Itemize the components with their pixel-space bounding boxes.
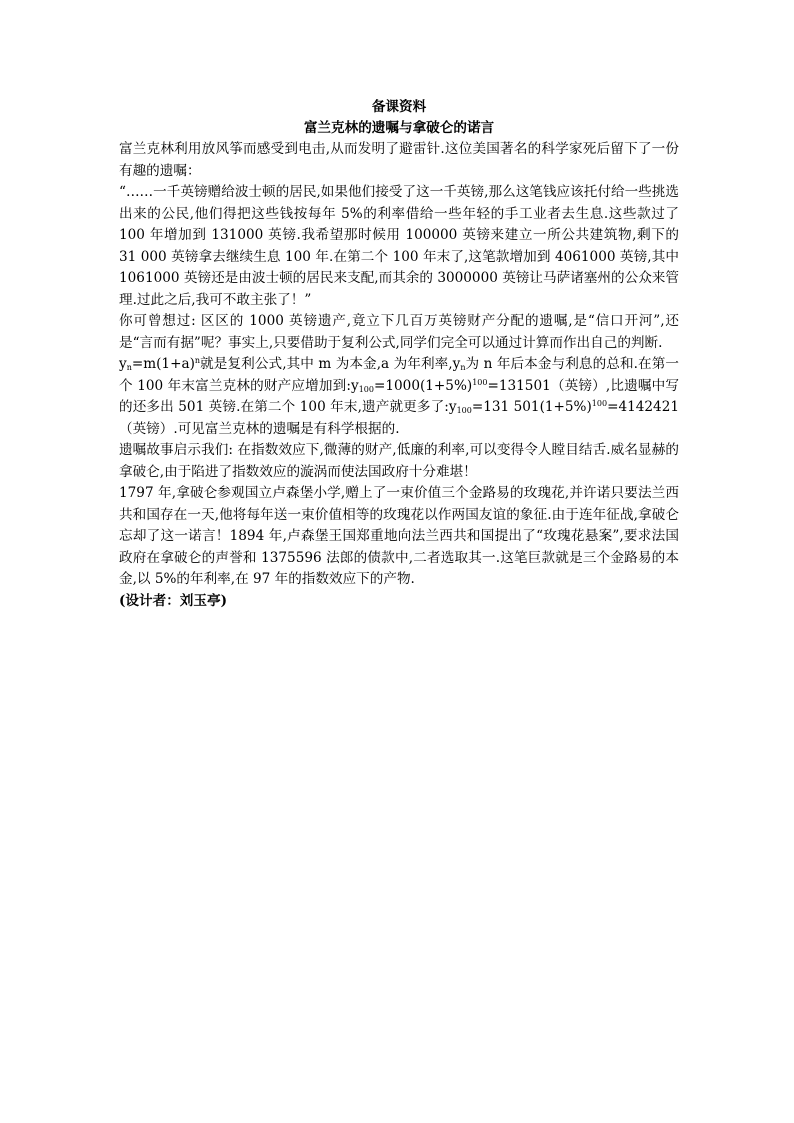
- calc2-expression: =131 501(1+5%): [471, 399, 592, 415]
- document-title: 富兰克林的遗嘱与拿破仑的诺言: [303, 120, 495, 136]
- formula-n-subscript: n: [126, 363, 132, 372]
- formula-explanation-2: 为 n 年后本金与利息的总和.在第一个 100 年末富兰克林的财产应增加到:: [119, 356, 679, 394]
- calc1-expression: =1000(1+5%): [373, 377, 473, 394]
- calc1-exponent: 100: [472, 377, 488, 387]
- calc1-y: y: [351, 377, 359, 394]
- calc2-y: y: [448, 399, 457, 415]
- document-label: 备课资料: [371, 99, 427, 115]
- intro-paragraph: 富兰克林利用放风筝而感受到电击,从而发明了避雷针.这位美国著名的科学家死后留下了一份有趣的遗嘱：: [119, 141, 679, 179]
- formula-explanation: 就是复利公式,其中 m 为本金,a 为年利率,: [200, 356, 453, 372]
- calc2-exponent: 100: [591, 399, 608, 408]
- calc1-result: =131501（英镑）,比遗嘱中写的还多出 501 英镑.在第二个 100 年末,遗产就更多了:: [119, 377, 679, 415]
- formula-paragraph: [119, 354, 679, 440]
- formula-y-2: y: [452, 356, 461, 372]
- designer-signature: (设计者：刘玉亭): [119, 592, 228, 609]
- formula-n-exponent: n: [194, 356, 201, 365]
- formula-y: y: [119, 356, 127, 372]
- document-page: [119, 97, 679, 612]
- question-paragraph: 你可曾想过: 区区的 1000 英镑遗产,竟立下几百万英镑财产分配的遗嘱,是“信口开河”,还是“言而有据”呢？事实上,只要借助于复利公式,同学们完全可以通过计算而作出自己的判断.: [119, 313, 679, 351]
- formula-body: =m(1+a): [131, 356, 195, 372]
- will-quote-paragraph: “……一千英镑赠给波士顿的居民,如果他们接受了这一千英镑,那么这笔钱应该托付给一些挑选出来的公民,他们得把这些钱按每年 5%的利率借给一些年轻的手工业者去生息.这些款过了 100 年增加到 131000 英镑.我希望那时候用 100000 英镑来建立一所公共建筑物,剩下的 31 000 英镑拿去继续生息 100 年.在第二个 100 年末了,这笔款增加到 4061000 英镑,其中 1061000 英镑还是由波士顿的居民来支配,而其余的 3000000 英镑让马萨诸塞州的公众来管理.过此之后,我可不敢主张了！”: [119, 184, 679, 308]
- calc2-result: =4142421（英镑）.可见富兰克林的遗嘱是有科学根据的.: [119, 399, 679, 437]
- calc2-subscript: 100: [456, 406, 472, 415]
- napoleon-paragraph: 1797 年,拿破仑参观国立卢森堡小学,赠上了一束价值三个金路易的玫瑰花,并许诺只要法兰西共和国存在一天,他将每年送一束价值相等的玫瑰花以作两国友谊的象征.由于连年征战,拿破仑忘却了这一诺言！1894 年,卢森堡王国郑重地向法兰西共和国提出了“玫瑰花悬案”,要求法国政府在拿破仑的声誉和 1375596 法郎的债款中,二者选取其一.这笔巨款就是三个金路易的本金,以 5%的年利率,在 97 年的指数效应下的产物.: [119, 485, 679, 587]
- formula-n-subscript-2: n: [460, 363, 466, 372]
- lesson-paragraph: 遗嘱故事启示我们: 在指数效应下,微薄的财产,低廉的利率,可以变得令人瞠目结舌.威名显赫的拿破仑,由于陷进了指数效应的漩涡而使法国政府十分难堪！: [119, 442, 679, 480]
- calc1-subscript: 100: [358, 384, 374, 394]
